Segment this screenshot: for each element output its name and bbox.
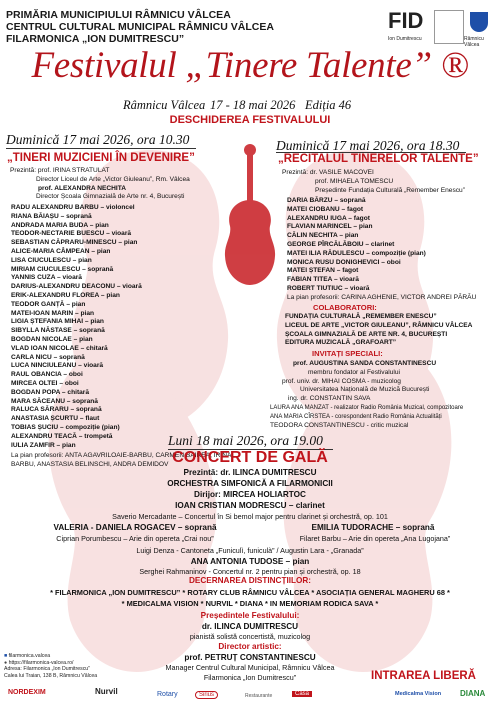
- director-label: Director artistic:: [218, 642, 282, 651]
- day1-right-performers: [287, 197, 497, 294]
- performer: FLAVIAN MARINCEL – pian: [287, 223, 373, 231]
- performer: LIGIA ȘTEFANIA MIHAI – pian: [11, 318, 104, 326]
- performer: MATEI ȘTEFAN – fagot: [287, 267, 359, 275]
- guest: TEODORA CONSTANTINESCU - critic muzical: [270, 421, 409, 429]
- performer: DARIA BĂRZU – soprană: [287, 197, 366, 204]
- director-note: Manager Centrul Cultural Municipal, Râmnicu Vâlcea: [165, 663, 335, 672]
- presenter: Prezintă: dr. VASILE MACOVEI: [282, 169, 374, 176]
- contact-info: [4, 653, 97, 679]
- day1-right-piano-teachers: La pian profesorii: CARINA AGHENIE, VICTOR ANDREI PĂRĂU: [287, 294, 477, 301]
- guest: ANA MARIA CÎRSTEA - corespondent Radio România Actualități: [270, 413, 442, 420]
- performer: VLAD IOAN NICOLAE – chitară: [11, 344, 108, 352]
- presenter: Prezintă: prof. IRINA STRATULAT: [10, 167, 110, 174]
- sponsor-logo: Nurvil: [95, 687, 118, 696]
- awards-line: * FILARMONICA „ION DUMITRESCU” * ROTARY CLUB RÂMNICU VÂLCEA * ASOCIAȚIA GENERAL MAGHERU 68 *: [50, 588, 450, 597]
- collaborator: LICEUL DE ARTE „VICTOR GIULEANU”, RÂMNICU VÂLCEA: [285, 321, 473, 329]
- president-name: dr. ILINCA DUMITRESCU: [201, 622, 299, 631]
- guests-label: INVITAȚI SPECIALI:: [312, 349, 383, 358]
- sponsor-logo: Casa: [292, 691, 312, 697]
- performer: BOGDAN NICOLAE – pian: [11, 335, 93, 343]
- presenter: prof. ALEXANDRA NECHITA: [38, 184, 127, 192]
- day1-left-presenters: [10, 167, 250, 202]
- performer: CARLA NICU – soprană: [11, 353, 85, 361]
- performer: MATEI CIOBANU – fagot: [287, 205, 364, 213]
- performer: RAUL OBANCIA – oboi: [11, 371, 83, 379]
- sponsor-logo: Medicalma Vision: [395, 691, 442, 697]
- collaborator: FUNDAȚIA CULTURALĂ „REMEMBER ENESCU”: [285, 313, 437, 320]
- guest: prof. univ. dr. MIHAI COSMA - muzicolog: [282, 377, 401, 385]
- presenter: prof. MIHAELA TOMESCU: [315, 177, 394, 185]
- gala-piece: Serghei Rahmaninov - Concertul nr. 2 pentru pian și orchestră, op. 18: [139, 567, 361, 576]
- guest: prof. AUGUSTINA SANDA CONSTANTINESCU: [293, 360, 437, 367]
- address-line: Calea lui Traian, 138 B, Râmnicu Vâlcea: [4, 672, 98, 679]
- sponsor-logo: Restaurante: [245, 693, 273, 699]
- address-line: Adresa: Filarmonica „Ion Dumitrescu”: [4, 666, 90, 673]
- gala-presenter: Prezintă: dr. ILINCA DUMITRESCU: [183, 468, 317, 477]
- divider: [6, 148, 196, 149]
- facebook-label: filarmonica.valcea: [8, 653, 51, 659]
- gala-orchestra: ORCHESTRA SIMFONICĂ A FILARMONICII: [167, 479, 333, 488]
- gala-conductor: Dirijor: MIRCEA HOLIARTOC: [194, 490, 306, 499]
- performer: DARIUS-ALEXANDRU DEACONU – vioară: [11, 283, 142, 291]
- day1-left-date: Duminică 17 mai 2026, ora 10.30: [6, 132, 190, 147]
- collaborators-label: COLABORATORI:: [313, 303, 377, 312]
- gala-piece: Luigi Denza - Cantoneta „Funiculì, funiculà” / Augustin Lara - „Granada”: [136, 546, 364, 555]
- opening-heading: DESCHIDEREA FESTIVALULUI: [169, 114, 331, 126]
- gala-soloist: EMILIA TUDORACHE – soprană: [311, 523, 435, 532]
- gala-piece: Saverio Mercadante – Concertul în Si bemol major pentru clarinet și orchestră, op. 101: [112, 512, 388, 521]
- performer: RADU ALEXANDRU BARBU – violoncel: [11, 204, 135, 211]
- performer: RIANA BĂIAȘU – soprană: [11, 212, 92, 220]
- performer: YANNIS CUZA – vioară: [11, 274, 82, 282]
- day1-right-date: Duminică 17 mai 2026, ora 18.30: [276, 138, 460, 153]
- city-coat-of-arms-icon: [470, 12, 488, 32]
- presenter-note: Director Liceul de Arte „Victor Giuleanu”, Rm. Vâlcea: [36, 175, 190, 183]
- day1-right-title: „RECITALUL TINERELOR TALENTE”: [278, 153, 479, 165]
- director-note: Filarmonica „Ion Dumitrescu”: [203, 673, 297, 682]
- organizer-line: FILARMONICA „ION DUMITRESCU”: [6, 33, 185, 45]
- website-link[interactable]: [4, 660, 97, 667]
- sponsor-logo: NORDEXIM: [8, 689, 46, 696]
- performer: IULIA ZAMFIR – pian: [11, 441, 76, 449]
- performer: MARA SĂCEANU – soprană: [11, 397, 98, 405]
- gala-soloist: VALERIA - DANIELA ROGACEV – soprană: [53, 523, 217, 532]
- fid-logo: FID: [388, 8, 424, 33]
- fid-logo-subtitle: Ion Dumitrescu: [388, 36, 422, 42]
- guest: LAURA ANA MANZAT - realizator Radio România Muzical, compozitoare: [270, 404, 464, 411]
- performer: FABIAN TITEA – vioară: [287, 276, 359, 284]
- awards-label: DECERNAREA DISTINCȚIILOR:: [188, 576, 312, 585]
- performer: ALEXANDRU IUGA – fagot: [287, 214, 370, 222]
- collaborator: EDITURA MUZICALĂ „GRAFOART”: [285, 339, 397, 347]
- awards-line: * MEDICALMA VISION * NURVIL * DIANA * IN MEMORIAM RODICA SAVA *: [121, 599, 379, 608]
- gala-title: CONCERT DE GALĂ: [172, 449, 328, 466]
- day1-left-piano-teachers: La pian profesorii: ANTA AGAVRILOAIE-BARBU, CARMEN BAIREA, IRINA BARBU, ANASTASIA BELINSCHI, ANDRA DEMIDOV: [11, 452, 231, 468]
- director-name: prof. PETRUȚ CONSTANTINESCU: [184, 653, 316, 662]
- collaborators-list: [285, 313, 495, 348]
- president-note: pianistă solistă concertistă, muzicolog: [189, 632, 311, 641]
- facebook-link[interactable]: [4, 653, 97, 660]
- performer: SEBASTIAN CĂPRARU-MINESCU – pian: [11, 239, 138, 247]
- performer: ROBERT TIUTIUC – vioară: [287, 284, 370, 292]
- website-label: https://filarmonica-valcea.ro/: [8, 659, 74, 666]
- gala-program: [0, 467, 500, 522]
- day1-left-title: „TINERI MUZICIENI ÎN DEVENIRE”: [7, 152, 195, 164]
- performer: MATEI-IOAN MARIN – pian: [11, 309, 95, 317]
- globe-icon: ●: [4, 659, 9, 666]
- performer: TEODOR GANȚĂ – pian: [11, 300, 86, 308]
- performer: ANASTASIA ȘCURTU – flaut: [11, 415, 100, 423]
- performer: CĂLIN NECHITA – pian: [287, 232, 359, 240]
- free-entry: INTRAREA LIBERĂ: [371, 670, 476, 682]
- festival-city: Râmnicu Vâlcea: [123, 98, 206, 112]
- festival-edition: Ediția 46: [305, 98, 352, 112]
- performer: ANDRADA MARIA BUDA – pian: [11, 221, 109, 229]
- day2-date: Luni 18 mai 2026, ora 19.00: [168, 433, 323, 448]
- sponsor-logos: [0, 685, 500, 707]
- performer: LISA CIUCULESCU – pian: [11, 256, 92, 264]
- gala-soloist: ANA ANTONIA TUDOSE – pian: [190, 557, 310, 566]
- festival-title: Festivalul „Tinere Talente” ®: [31, 45, 469, 86]
- collaborator: ȘCOALA GIMNAZIALĂ DE ARTE NR. 4, BUCUREȘTI: [285, 330, 448, 338]
- performer: TEODOR-NECTARIE BUESCU – vioară: [11, 230, 132, 238]
- organizer-line: CENTRUL CULTURAL MUNICIPAL RÂMNICU VÂLCEA: [6, 21, 274, 33]
- festival-dates: 17 - 18 mai 2026: [210, 98, 296, 112]
- performer: ERIK-ALEXANDRU FLOREA – pian: [11, 291, 120, 299]
- performer: ALICE-MARIA CÂMPEAN – pian: [11, 247, 111, 255]
- performer: TOBIAS ȘUCIU – compoziție (pian): [11, 423, 120, 431]
- city-logo-label: Râmnicu Vâlcea: [464, 36, 484, 48]
- day1-right-presenters: [282, 169, 492, 195]
- sponsor-logo: DIANA: [460, 689, 486, 698]
- performer: GEORGE PÎRCĂLĂBOIU – clarinet: [287, 240, 395, 248]
- facebook-icon: ■: [4, 653, 9, 659]
- guest: ing. dr. CONSTANTIN SAVA: [288, 395, 371, 403]
- performer: RALUCA SĂRARU – soprană: [11, 406, 102, 414]
- performer: MONICA RUSU DONIGHEVICI – oboi: [287, 258, 401, 266]
- performer: MIRIAM CIUCULESCU – soprană: [11, 265, 114, 273]
- president-label: Președintele Festivalului:: [200, 611, 300, 620]
- performer: MATEI ILIA RĂDULESCU – compoziție (pian): [287, 249, 426, 257]
- sponsor-logo: Sirius: [195, 691, 218, 699]
- guest-note: membru fondator al Festivalului: [308, 368, 400, 376]
- filarmonica-emblem-icon: [434, 10, 464, 44]
- organizers: [6, 9, 274, 45]
- gala-piece: Filaret Barbu – Arie din opereta „Ana Lugojana”: [299, 534, 451, 543]
- guest-note: Universitatea Națională de Muzică București: [300, 386, 430, 394]
- gala-soloist: IOAN CRISTIAN MODRESCU – clarinet: [175, 501, 325, 510]
- performer: SIBYLLA NĂSTASE – soprană: [11, 327, 105, 335]
- performer: ALEXANDRU TEACĂ – trompetă: [11, 432, 113, 440]
- presenter-note: Director Școala Gimnazială de Arte nr. 4, București: [36, 193, 185, 201]
- presenter-note: Președinte Fundația Culturală „Remember Enescu”: [315, 186, 465, 194]
- organizer-line: PRIMĂRIA MUNICIPIULUI RÂMNICU VÂLCEA: [6, 9, 231, 21]
- performer: MIRCEA OLTEI – oboi: [11, 379, 79, 387]
- guests-list: [270, 360, 498, 430]
- gala-piece: Ciprian Porumbescu – Arie din opereta „Crai nou”: [56, 534, 214, 543]
- performer: LUCA NINCIULEANU – vioară: [11, 362, 104, 370]
- day1-left-performers: [11, 204, 251, 450]
- sponsor-logo: Rotary: [157, 691, 178, 698]
- performer: BOGDAN POPA – chitară: [11, 388, 90, 396]
